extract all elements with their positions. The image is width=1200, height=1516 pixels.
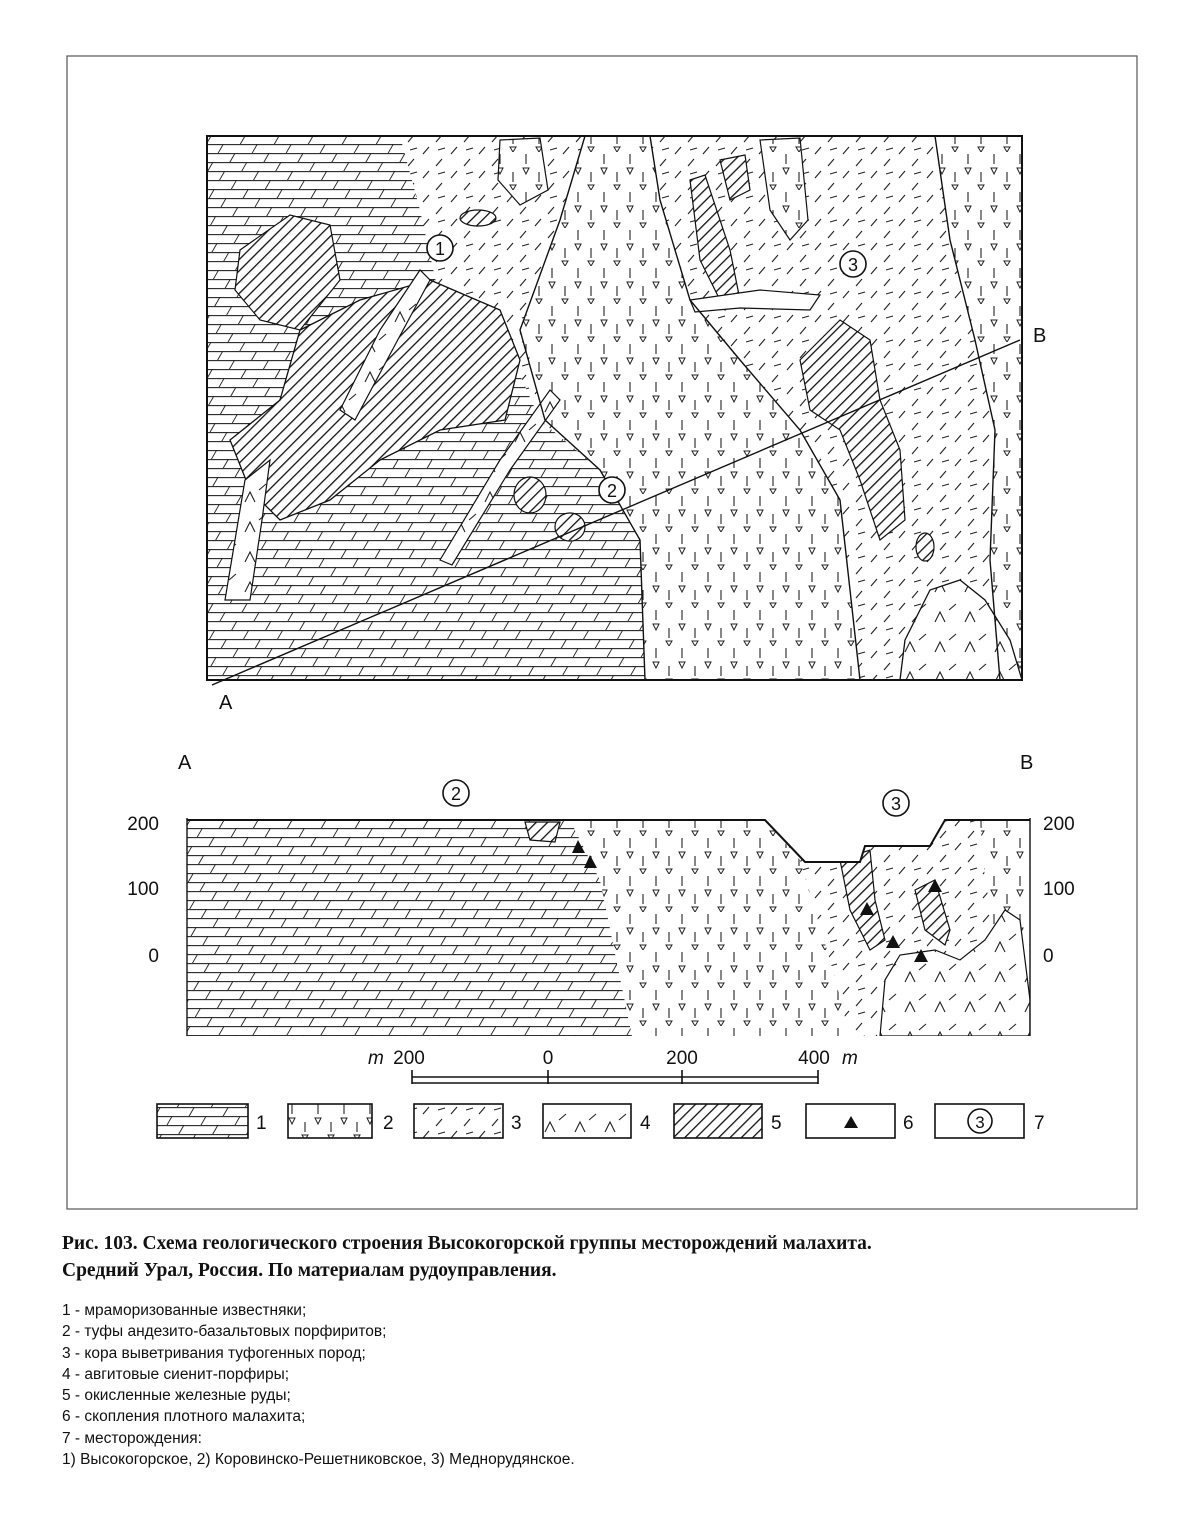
legend-item-5: 5 - окисленные железные руды; xyxy=(62,1387,291,1405)
legend-item-7: 7 - месторождения: xyxy=(62,1429,202,1447)
map-deposit-marker-1 xyxy=(427,235,453,261)
section-label-b: B xyxy=(1020,752,1034,774)
map-ore-lens-3 xyxy=(514,477,546,513)
legend-item-6: 6 - скопления плотного малахита; xyxy=(62,1408,306,1426)
scale-tick-200-left: 200 xyxy=(393,1048,425,1069)
map-label-a: A xyxy=(219,692,233,714)
section-ore-3 xyxy=(525,822,560,842)
caption-line-1: Рис. 103. Схема геологического строения Высокогорской группы месторождений малахита. xyxy=(62,1233,872,1254)
legend-box-1 xyxy=(157,1104,267,1138)
scale-bar xyxy=(368,1048,858,1084)
legend-box-number-5: 5 xyxy=(771,1113,782,1134)
legend-box-3 xyxy=(414,1104,522,1138)
map-deposit-marker-2 xyxy=(599,477,625,503)
elevation-axis-right xyxy=(1043,814,1075,967)
legend-item-3: 3 - кора выветривания туфогенных пород; xyxy=(62,1344,366,1362)
scale-tick-200: 200 xyxy=(666,1048,698,1069)
legend-box-4 xyxy=(543,1104,651,1138)
legend-box-5 xyxy=(674,1104,782,1138)
map-deposit-marker-3 xyxy=(840,251,866,277)
section-label-a: A xyxy=(178,752,192,774)
scale-tick-400: 400 xyxy=(798,1048,830,1069)
elevation-tick-left-200: 200 xyxy=(127,814,159,835)
scale-tick-0: 0 xyxy=(542,1048,554,1069)
section-deposit-marker-2 xyxy=(443,780,469,806)
elevation-tick-right-0: 0 xyxy=(1043,946,1054,967)
elevation-tick-right-200: 200 xyxy=(1043,814,1075,835)
map-label-b: B xyxy=(1033,325,1047,347)
legend-box-number-4: 4 xyxy=(640,1113,651,1134)
legend-box-number-6: 6 xyxy=(903,1113,914,1134)
elevation-tick-right-100: 100 xyxy=(1043,879,1075,900)
legend-box-number-1: 1 xyxy=(256,1113,267,1134)
section-deposit-label-2: 2 xyxy=(450,784,462,804)
legend-box-6 xyxy=(806,1104,914,1138)
scale-unit-left: m xyxy=(368,1048,384,1069)
legend-item-deposits: 1) Высокогорское, 2) Коровинско-Решетниковское, 3) Меднорудянское. xyxy=(62,1451,575,1469)
caption-line-2: Средний Урал, Россия. По материалам рудоуправления. xyxy=(62,1260,557,1281)
elevation-tick-left-100: 100 xyxy=(127,879,159,900)
legend-box-2 xyxy=(288,1104,394,1138)
legend-box-number-2: 2 xyxy=(383,1113,394,1134)
map-deposit-label-1: 1 xyxy=(434,239,446,259)
legend-box-7 xyxy=(935,1104,1045,1138)
section-limestone xyxy=(187,820,632,1036)
section-deposit-label-3: 3 xyxy=(890,794,902,814)
map-ore-lens-6 xyxy=(916,533,934,561)
legend-item-4: 4 - авгитовые сиенит-порфиры; xyxy=(62,1365,290,1383)
legend-box-number-7: 7 xyxy=(1034,1113,1045,1134)
section-deposit-marker-3 xyxy=(883,790,909,816)
map-ore-lens-5 xyxy=(460,210,496,226)
figure-caption xyxy=(62,1230,1162,1284)
elevation-axis-left xyxy=(127,814,159,967)
elevation-tick-left-0: 0 xyxy=(148,946,159,967)
geological-map xyxy=(207,136,1022,680)
cross-section xyxy=(187,800,1030,1040)
map-deposit-label-2: 2 xyxy=(606,481,618,501)
legend-box-symbol-7: 3 xyxy=(975,1113,985,1132)
legend-item-2: 2 - туфы андезито-базальтовых порфиритов; xyxy=(62,1323,387,1341)
legend-box-number-3: 3 xyxy=(511,1113,522,1134)
map-deposit-label-3: 3 xyxy=(847,255,859,275)
scale-unit-right: m xyxy=(842,1048,858,1069)
legend-boxes xyxy=(157,1104,1045,1138)
legend-list xyxy=(62,1300,1162,1470)
legend-item-1: 1 - мраморизованные известняки; xyxy=(62,1302,307,1319)
